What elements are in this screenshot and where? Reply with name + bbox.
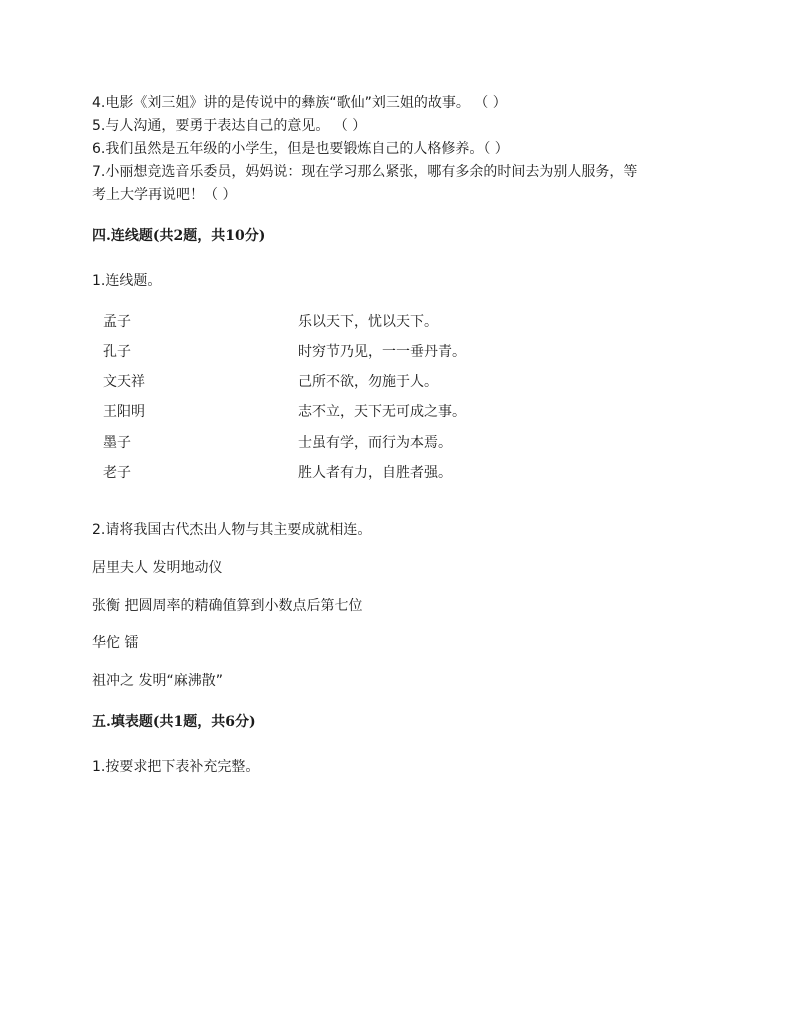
judge-item-7: 7.小丽想竞选音乐委员，妈妈说：现在学习那么紧张，哪有多余的时间去为别人服务，等 — [92, 164, 638, 180]
table-q1-prompt: 1.按要求把下表补充完整。 — [92, 759, 260, 775]
judge-item-7-cont: 考上大学再说吧！（ ） — [92, 187, 237, 203]
match-right-item[interactable]: 士虽有学，而行为本焉。 — [298, 435, 452, 451]
matching-q1-prompt: 1.连线题。 — [92, 273, 162, 289]
matching-q2-item[interactable]: 华佗 镭 — [92, 635, 139, 651]
matching-q2-item[interactable]: 张衡 把圆周率的精确值算到小数点后第七位 — [92, 598, 363, 614]
judge-item-6: 6.我们虽然是五年级的小学生，但是也要锻炼自己的人格修养。（ ） — [92, 141, 509, 157]
match-right-item[interactable]: 胜人者有力，自胜者强。 — [298, 465, 452, 481]
match-left-item[interactable]: 王阳明 — [103, 404, 145, 420]
matching-q2-prompt: 2.请将我国古代杰出人物与其主要成就相连。 — [92, 522, 372, 538]
matching-q2-item[interactable]: 祖冲之 发明“麻沸散” — [92, 673, 223, 689]
matching-q2-item[interactable]: 居里夫人 发明地动仪 — [92, 560, 223, 576]
section-4-title: 四.连线题(共2题，共10分) — [92, 228, 266, 244]
match-left-item[interactable]: 孔子 — [103, 344, 131, 360]
match-right-item[interactable]: 乐以天下，忧以天下。 — [298, 314, 438, 330]
match-left-item[interactable]: 墨子 — [103, 435, 131, 451]
section-5-title: 五.填表题(共1题，共6分) — [92, 714, 256, 730]
judge-item-5: 5.与人沟通，要勇于表达自己的意见。 （ ） — [92, 118, 367, 134]
match-left-item[interactable]: 老子 — [103, 465, 131, 481]
match-right-item[interactable]: 志不立，天下无可成之事。 — [298, 404, 466, 420]
judge-item-4: 4.电影《刘三姐》讲的是传说中的彝族“歌仙”刘三姐的故事。 （ ） — [92, 95, 507, 111]
match-right-item[interactable]: 己所不欲，勿施于人。 — [298, 374, 438, 390]
match-right-item[interactable]: 时穷节乃见，一一垂丹青。 — [298, 344, 466, 360]
match-left-item[interactable]: 孟子 — [103, 314, 131, 330]
match-left-item[interactable]: 文天祥 — [103, 374, 145, 390]
